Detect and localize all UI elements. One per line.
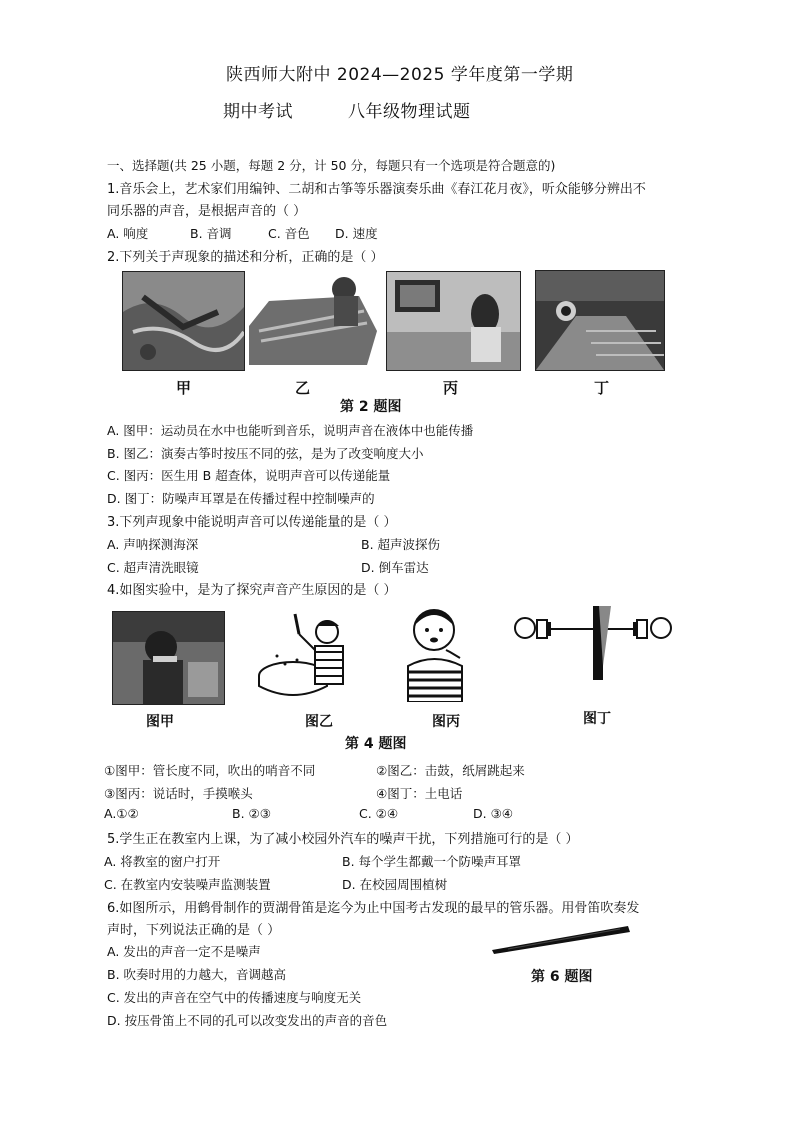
q5-stem: 5.学生正在教室内上课，为了减小校园外汽车的噪声干扰，下列措施可行的是（ ） — [107, 832, 579, 847]
q6-figure-caption: 第 6 题图 — [531, 969, 593, 985]
q4-statement-1: ①图甲：管长度不同，吹出的哨音不同 — [104, 763, 316, 778]
q1-option-d: D. 速度 — [335, 226, 378, 241]
q4-drawing-ding-string-telephone — [513, 606, 675, 684]
q4-figure-caption: 第 4 题图 — [345, 736, 407, 752]
q4-image-label-jia: 图甲 — [146, 714, 174, 730]
q2-option-a: A. 图甲：运动员在水中也能听到音乐，说明声音在液体中也能传播 — [107, 423, 474, 438]
q4-option-a: A.①② — [104, 806, 139, 821]
q2-image-label-jia: 甲 — [176, 379, 192, 397]
q4-option-c: C. ②④ — [359, 806, 399, 821]
q2-image-label-bing: 丙 — [443, 379, 459, 397]
q5-option-d: D. 在校园周围植树 — [342, 877, 448, 892]
q6-drawing-bone-flute — [488, 920, 634, 954]
q1-option-c: C. 音色 — [268, 226, 310, 241]
q4-drawing-yi-drum — [255, 604, 351, 700]
q2-photo-ding-earmuffs — [535, 270, 665, 371]
q2-image-label-yi: 乙 — [295, 379, 311, 397]
exam-title-subject: 八年级物理试题 — [348, 102, 471, 122]
q4-statement-4: ④图丁：土电话 — [376, 786, 463, 801]
q2-photo-jia-swimmer — [122, 271, 245, 371]
q3-option-c: C. 超声清洗眼镜 — [107, 560, 199, 575]
q4-statement-3: ③图丙：说话时，手摸喉头 — [104, 786, 253, 801]
q4-drawing-bing-throat — [400, 600, 472, 702]
q5-option-a: A. 将教室的窗户打开 — [104, 854, 221, 869]
q4-option-b: B. ②③ — [232, 806, 271, 821]
q3-option-b: B. 超声波探伤 — [361, 537, 441, 552]
q4-image-label-yi: 图乙 — [305, 714, 333, 730]
section-heading: 一、选择题(共 25 小题，每题 2 分，计 50 分，每题只有一个选项是符合题意的) — [107, 158, 556, 173]
q6-stem-line1: 6.如图所示，用鹤骨制作的贾湖骨笛是迄今为止中国考古发现的最早的管乐器。用骨笛吹奏发 — [107, 901, 640, 916]
q6-option-b: B. 吹奏时用的力越大，音调越高 — [107, 967, 287, 982]
q2-stem: 2.下列关于声现象的描述和分析，正确的是（ ） — [107, 250, 384, 265]
q2-figure-caption: 第 2 题图 — [340, 399, 402, 415]
q4-statement-2: ②图乙：击鼓，纸屑跳起来 — [376, 763, 525, 778]
q2-option-c: C. 图丙：医生用 B 超查体，说明声音可以传递能量 — [107, 468, 391, 483]
q1-stem-line1: 1.音乐会上，艺术家们用编钟、二胡和古筝等乐器演奏乐曲《春江花月夜》，听众能够分辨出不 — [107, 182, 646, 197]
q4-image-label-bing: 图丙 — [432, 714, 460, 730]
q6-option-a: A. 发出的声音一定不是噪声 — [107, 944, 261, 959]
q6-stem-line2: 声时，下列说法正确的是（ ） — [107, 923, 281, 938]
q2-photo-yi-guzheng — [249, 271, 377, 365]
q4-image-label-ding: 图丁 — [583, 711, 611, 727]
q2-option-d: D. 图丁：防噪声耳罩是在传播过程中控制噪声的 — [107, 491, 375, 506]
exam-title-line1: 陕西师大附中 2024—2025 学年度第一学期 — [226, 65, 574, 85]
q4-option-d: D. ③④ — [473, 806, 513, 821]
q3-stem: 3.下列声现象中能说明声音可以传递能量的是（ ） — [107, 515, 397, 530]
q5-option-b: B. 每个学生都戴一个防噪声耳罩 — [342, 854, 522, 869]
q2-option-b: B. 图乙：演奏古筝时按压不同的弦，是为了改变响度大小 — [107, 446, 424, 461]
q3-option-a: A. 声呐探测海深 — [107, 537, 199, 552]
q4-stem: 4.如图实验中，是为了探究声音产生原因的是（ ） — [107, 583, 397, 598]
q1-option-b: B. 音调 — [190, 226, 232, 241]
q6-option-d: D. 按压骨笛上不同的孔可以改变发出的声音的音色 — [107, 1013, 388, 1028]
q3-option-d: D. 倒车雷达 — [361, 560, 429, 575]
q5-option-c: C. 在教室内安装噪声监测装置 — [104, 877, 271, 892]
q2-photo-bing-ultrasound — [386, 271, 521, 371]
q4-photo-jia-whistle — [112, 611, 225, 705]
exam-title-exam-type: 期中考试 — [223, 102, 293, 122]
q1-option-a: A. 响度 — [107, 226, 149, 241]
q6-option-c: C. 发出的声音在空气中的传播速度与响度无关 — [107, 990, 362, 1005]
q1-stem-line2: 同乐器的声音，是根据声音的（ ） — [107, 204, 307, 219]
q2-image-label-ding: 丁 — [594, 379, 610, 397]
